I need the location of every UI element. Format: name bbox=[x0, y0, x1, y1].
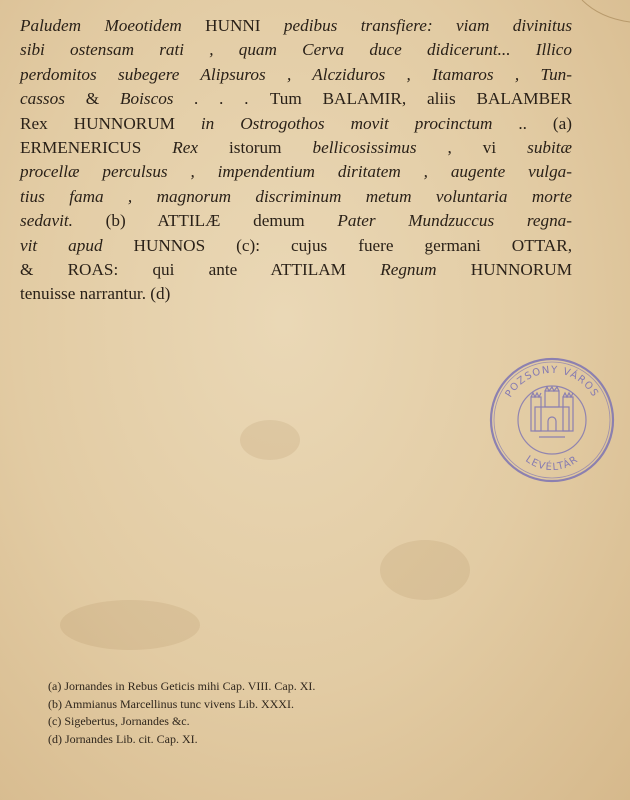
footnote-b: (b) Ammianus Marcellinus tunc vivens Lib. XXXI. bbox=[48, 696, 294, 711]
footnote-d: (d) Jornandes Lib. cit. Cap. XI. bbox=[48, 731, 198, 746]
text-line bbox=[20, 136, 572, 160]
text-line bbox=[20, 282, 572, 306]
text-segment: perdomitos subegere Alipsuros , Alcziduros , Itamaros , Tun- bbox=[20, 64, 572, 84]
text-segment: sedavit. bbox=[20, 211, 73, 231]
text-segment: vit apud bbox=[20, 235, 103, 255]
text-line bbox=[20, 234, 572, 258]
text-segment: & bbox=[85, 89, 121, 109]
text-segment: , vi bbox=[416, 138, 528, 158]
text-segment: HUNNOS (c): cujus fuere germani OTTAR, bbox=[102, 235, 572, 255]
text-line bbox=[20, 209, 572, 233]
page-corner-fold bbox=[570, 0, 630, 30]
main-paragraph bbox=[20, 14, 572, 307]
text-segment: bellicosissimus bbox=[312, 138, 417, 158]
text-segment: Boiscos . . . bbox=[120, 89, 270, 109]
text-line bbox=[20, 160, 572, 184]
text-line bbox=[20, 38, 572, 62]
text-segment: in Ostrogothos movit procinctum bbox=[200, 113, 493, 133]
text-segment: Pater Mundzuccus regna- bbox=[337, 211, 573, 231]
paper-stain bbox=[240, 420, 300, 460]
stamp-ring-top: POZSONY VÁROS bbox=[503, 364, 601, 400]
text-line bbox=[20, 185, 572, 209]
archive-stamp bbox=[487, 355, 617, 485]
text-segment: Tum BALAMIR, aliis BALAMBER bbox=[269, 89, 573, 109]
text-line bbox=[20, 258, 572, 282]
text-segment: tenuisse narrantur. (d) bbox=[20, 284, 171, 304]
text-segment: Paludem Moeotidem bbox=[20, 16, 206, 35]
paper-stain bbox=[60, 600, 200, 650]
svg-text:LEVÉLTÁR bbox=[523, 454, 580, 473]
footnotes bbox=[48, 678, 468, 748]
text-line bbox=[20, 112, 572, 136]
text-segment: istorum bbox=[198, 138, 313, 158]
text-segment: .. (a) bbox=[492, 113, 573, 133]
text-segment: subitæ bbox=[527, 138, 573, 158]
castle-emblem-icon bbox=[531, 387, 573, 437]
text-segment: cassos bbox=[20, 89, 86, 109]
paper-stain bbox=[380, 540, 470, 600]
text-segment: pedibus transfiere: viam divinitus bbox=[283, 16, 573, 35]
text-line bbox=[20, 63, 572, 87]
footnote-a: (a) Jornandes in Rebus Geticis mihi Cap. VIII. Cap. XI. bbox=[48, 679, 316, 693]
text-line bbox=[20, 87, 572, 111]
text-segment: tius fama , magnorum discriminum metum voluntaria morte bbox=[20, 186, 572, 206]
text-segment: Rex bbox=[172, 138, 199, 158]
stamp-ring-bottom: LEVÉLTÁR bbox=[523, 454, 581, 474]
footnote-c: (c) Sigebertus, Jornandes &c. bbox=[48, 714, 190, 728]
text-line bbox=[20, 14, 572, 38]
text-segment: & ROAS: qui ante ATTILAM bbox=[20, 260, 381, 280]
text-segment: procellæ perculsus , impendentium diritatem , augente vulga- bbox=[20, 162, 572, 182]
text-segment: (b) ATTILÆ demum bbox=[72, 211, 338, 231]
text-segment: HUNNORUM bbox=[436, 260, 572, 280]
text-segment: Regnum bbox=[380, 260, 437, 280]
text-segment: HUNNI bbox=[205, 16, 284, 35]
text-segment: ERMENERICUS bbox=[20, 138, 173, 158]
text-segment: Rex HUNNORUM bbox=[20, 113, 201, 133]
text-segment: sibi ostensam rati , quam Cerva duce didicerunt... Illico bbox=[20, 40, 572, 60]
